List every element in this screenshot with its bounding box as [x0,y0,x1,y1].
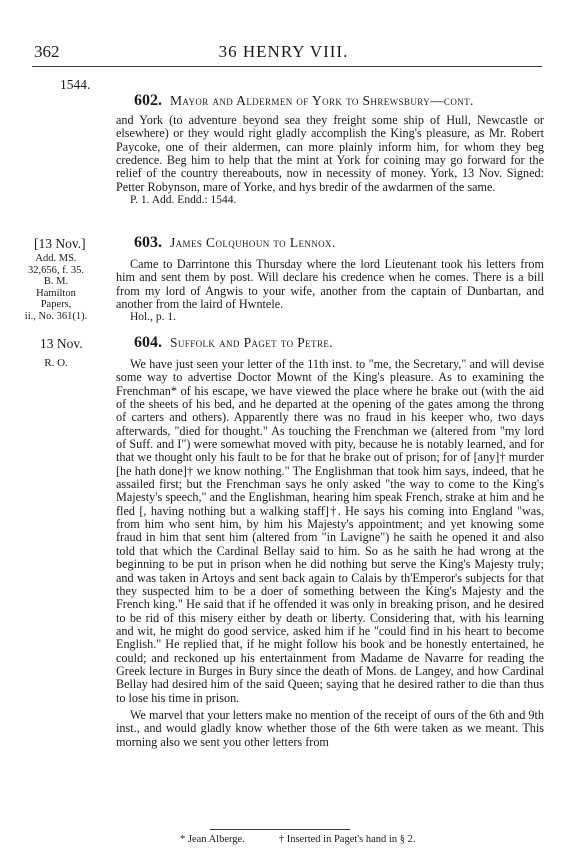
footnotes [180,834,540,846]
entry-number: 603. [134,234,162,251]
entry-602-body [116,114,544,207]
entry-603-source-ref [14,253,98,323]
ref-line: Add. MS. [35,253,77,264]
year-label: 1544. [60,77,91,92]
entry-text: Came to Darrintone this Thursday where the lord Lieutenant took his letters from him and sent them by post. Will declare his credence when he comes. There is a bill from my lord of Angwis to your wife, another from the captain of Dunbartan, and another from the laird of Hwntele. [116,257,544,312]
entry-paragraph: We marvel that your letters make no mention of the receipt of ours of the 6th and 9th inst., and would gladly know whether those of the 6th were taken as we meant. This morning also we sent you other letters from [116,707,544,749]
ref-line: R. O. [44,357,68,369]
entry-number: 604. [134,334,162,351]
entry-title: James Colquhoun to Lennox. [170,235,336,250]
entry-604-body [116,358,544,749]
page-number: 362 [34,42,60,61]
entry-604-date: 13 Nov. [40,336,83,351]
entry-603-heading [134,234,336,252]
footnote: * Jean Alberge. [180,834,245,845]
entry-603-date: [13 Nov.] [34,236,86,251]
entry-number: 602. [134,92,162,109]
entry-meta: P. 1. Add. Endd.: 1544. [130,194,237,207]
ref-line: Papers, [40,299,72,311]
ref-line: 32,656, f. 35. [28,264,84,276]
ref-line: Hamilton [36,287,76,299]
entry-paragraph: We have just seen your letter of the 11th inst. to "me, the Secretary," and will devise some way to advertise Doctor Mownt of the King's pleasure. As to examining the Frenchman* of his escape, we have viewed the place where he brake out (with the aid of the sheets of his bed, and he departed at the opening of the gates among the throng of carters and others). Apparently there was no fraud in his keeper who, two days afterwards, "died for thought." As touching the Frenchman we (altered from "my lord of Suff. and I") were somewhat moved with pity, because he is notably learned, and for that we thought only his fault to be for that he brake out of prison; for of [any]† murder [he hath done]† we know nothing." The Englishman that took him says, indeed, that he assailed first; but the Frenchman says he only asked "the way to come to the King's Majesty's speech," and the Englishman, hearing him speak French, strake at him and he fled [, having nothing but a walking staff]†. He says his coming into England "was, from him who sent him, by him his Majesty's appointment; and yet knowing some fraud in him that sent him (altered from "in Lavigne") he saith he opened it and also told that which the Cardinal Bellay said to him. So as he saith he had wrong at the beginning to be put in prison when he did nothing but serve the King's Majesty truly; and was taken in Artoys and sent back again to Calais by th'Emperor's subjects for that they suspected him to be a doer of something between the King's Majesty and the French king." He said that if he offended it was only in breaking prison, and he desired to be rid of this misery either by death or liberty. Considering that, with his learning and wit, he might do good service, asked him if he "could find in his heart to become English." He replied that, if he might follow his book and be honestly entertained, he could; and reckoned up his entertainment from Madame de Navarre for reading the Greek lecture in Burges in Bury since the death of Mons. de Langey, and how Cardinal Bellay had desired him of the said Queen; saying that he desired rather to die than thus to lose his time in prison. [116,357,544,705]
header-rule [32,66,542,67]
footnote: † Inserted in Paget's hand in § 2. [278,834,416,845]
entry-meta: Hol., p. 1. [130,311,176,324]
entry-602-heading [134,92,474,110]
running-title: 36 HENRY VIII. [218,42,349,61]
entry-title: Suffolk and Paget to Petre. [170,335,334,350]
entry-text: and York (to adventure beyond sea they freight some ship of Hull, Newcastle or elsewhere) or they would right gladly accomplish the King's pleasure, as Mr. Robert Paycoke, one of their aldermen, can more plainly inform him, for whom they beg credence. Beg him to help that the mint at York for coining may go forward for the relief of the country thereabouts, now in necessity of money. York, 13 Nov. Signed: Petter Robynson, mare of Yorke, and hys bredir of the awdarmen of the same. [116,113,544,194]
entry-604-heading [134,334,333,352]
entry-title: Mayor and Aldermen of York to Shrewsbury—cont. [170,93,474,108]
entry-603-body [116,258,544,324]
entry-604-source-ref [14,358,98,370]
ref-line: ii., No. 361(1). [24,310,88,322]
ref-line: B. M. [43,276,69,288]
footnote-rule [210,829,350,830]
